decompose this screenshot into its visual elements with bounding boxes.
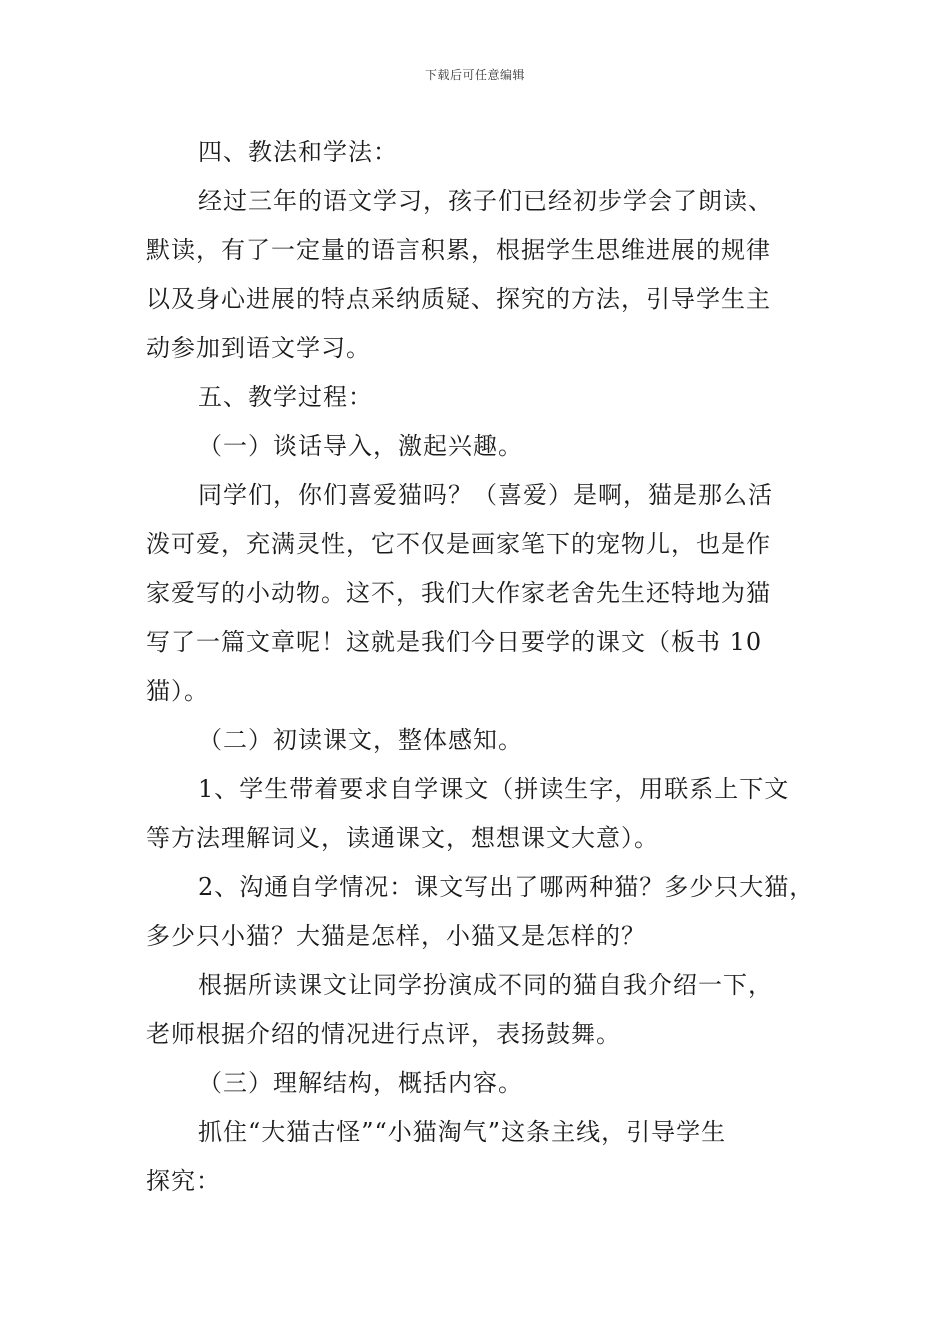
paragraph-line: 经过三年的语文学习，孩子们已经初步学会了朗读、 bbox=[198, 187, 773, 215]
paragraph-line: 默读，有了一定量的语言积累，根据学生思维进展的规律 bbox=[146, 236, 771, 264]
subsection-heading: （三）理解结构，概括内容。 bbox=[198, 1069, 523, 1097]
paragraph-line: 写了一篇文章呢！这就是我们今日要学的课文（板书 10 bbox=[146, 628, 763, 656]
paragraph-line: 家爱写的小动物。这不，我们大作家老舍先生还特地为猫 bbox=[146, 579, 771, 607]
list-item-line: 1、学生带着要求自学课文（拼读生字，用联系上下文 bbox=[198, 775, 790, 803]
paragraph-line: 动参加到语文学习。 bbox=[146, 334, 371, 362]
section-heading-teaching-methods: 四、教法和学法： bbox=[198, 138, 398, 166]
subsection-heading: （一）谈话导入，激起兴趣。 bbox=[198, 432, 523, 460]
paragraph-line: 老师根据介绍的情况进行点评，表扬鼓舞。 bbox=[146, 1020, 621, 1048]
paragraph-line: 同学们，你们喜爱猫吗？（喜爱）是啊，猫是那么活 bbox=[198, 481, 773, 509]
document-body bbox=[146, 128, 822, 1206]
page-header: 下载后可任意编辑 bbox=[424, 68, 525, 82]
paragraph-line: 探究： bbox=[146, 1167, 221, 1195]
list-item-line: 等方法理解词义，读通课文，想想课文大意）。 bbox=[146, 824, 659, 852]
paragraph-line: 根据所读课文让同学扮演成不同的猫自我介绍一下， bbox=[198, 971, 773, 999]
paragraph-line: 猫）。 bbox=[146, 677, 209, 705]
paragraph-line: 泼可爱，充满灵性，它不仅是画家笔下的宠物儿，也是作 bbox=[146, 530, 771, 558]
paragraph-line: 以及身心进展的特点采纳质疑、探究的方法，引导学生主 bbox=[146, 285, 771, 313]
paragraph-line: 抓住“大猫古怪”“小猫淘气”这条主线，引导学生 bbox=[198, 1118, 727, 1146]
section-heading-teaching-process: 五、教学过程： bbox=[198, 383, 373, 411]
list-item-line: 多少只小猫？大猫是怎样，小猫又是怎样的？ bbox=[146, 922, 646, 950]
subsection-heading: （二）初读课文，整体感知。 bbox=[198, 726, 523, 754]
list-item-line: 2、沟通自学情况：课文写出了哪两种猫？多少只大猫， bbox=[198, 873, 815, 901]
